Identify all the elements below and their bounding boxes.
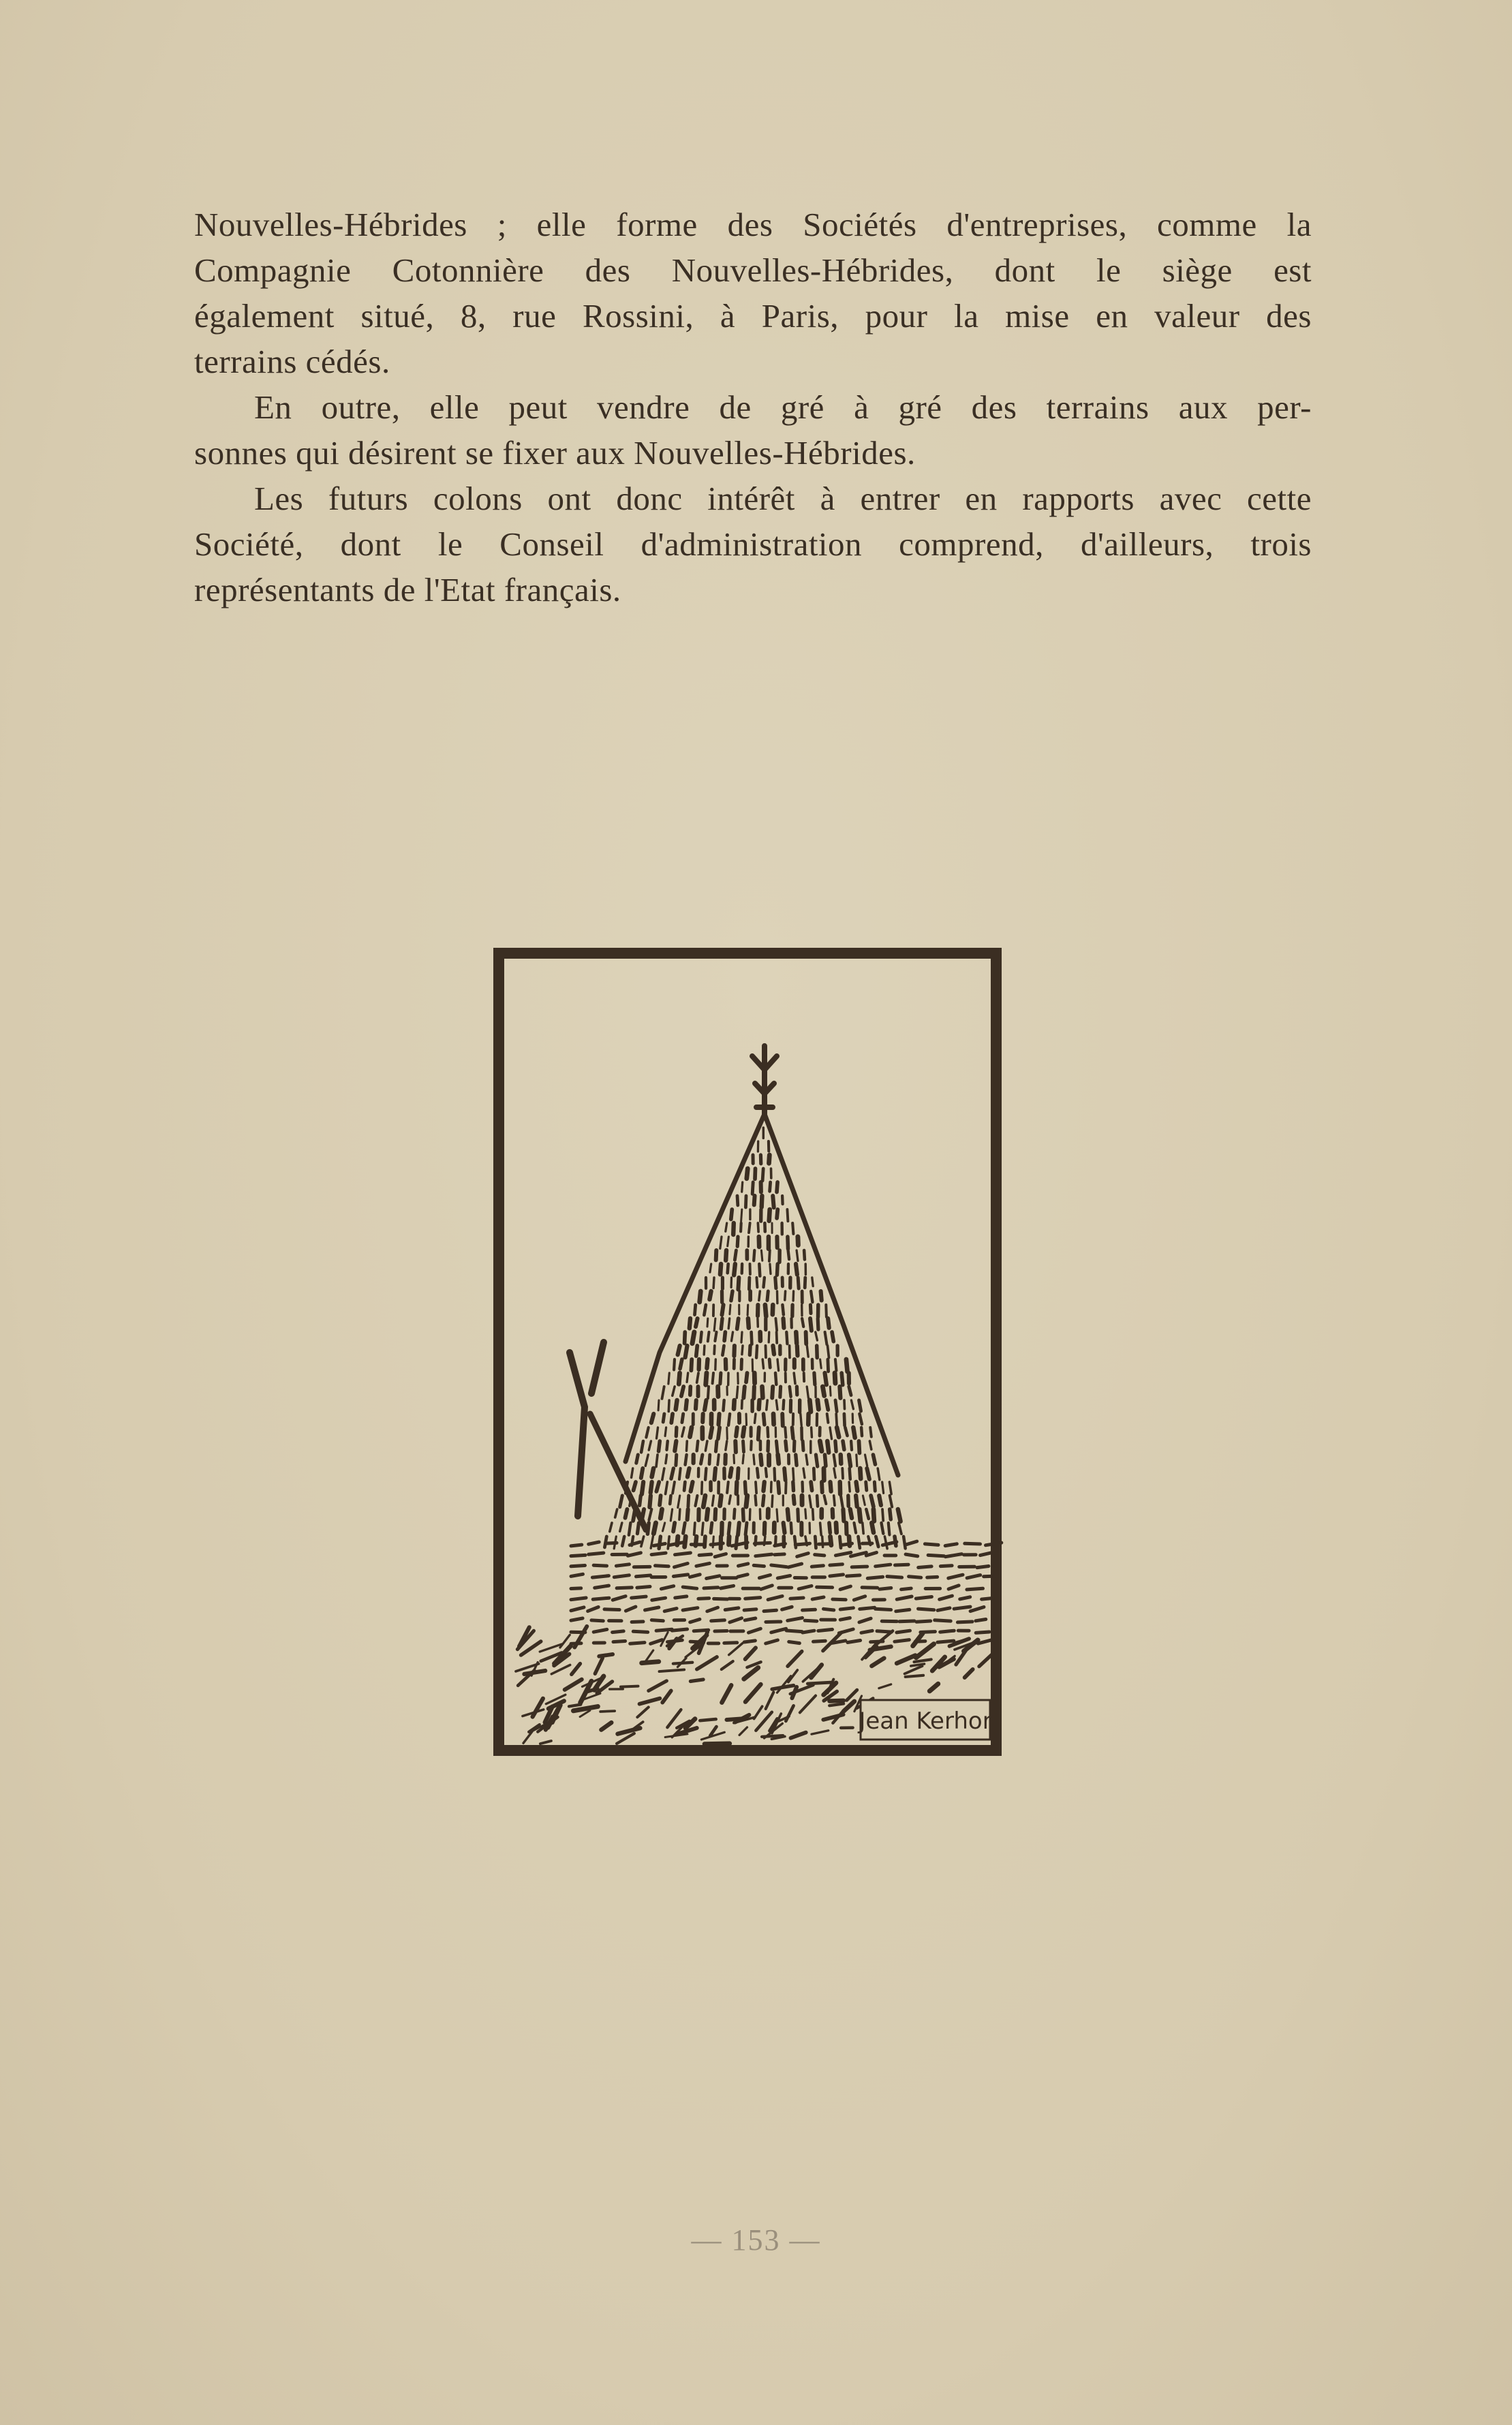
page-number: — 153 —: [691, 2223, 821, 2257]
text-line: terrains cédés.: [194, 343, 390, 380]
artist-signature: Jean Kerhor: [859, 1708, 992, 1735]
paragraph-2: [194, 384, 1312, 476]
text-line: sonnes qui désirent se fixer aux Nouvelles-Hébrides.: [194, 434, 916, 472]
paragraph-1: [194, 202, 1312, 384]
text-line: En outre, elle peut vendre de gré à gré des terrains aux per-: [254, 388, 1312, 426]
text-line: Nouvelles-Hébrides ; elle forme des Sociétés d'entreprises, comme la: [194, 206, 1312, 243]
text-line: Les futurs colons ont donc intérêt à entrer en rapports avec cette: [254, 480, 1312, 517]
text-line: représentants de l'Etat français.: [194, 571, 621, 608]
text-line: également situé, 8, rue Rossini, à Paris, pour la mise en valeur des: [194, 297, 1312, 335]
paragraph-3: [194, 476, 1312, 613]
body-text: [194, 202, 1312, 613]
hut-woodcut-image: [489, 944, 1007, 1761]
text-line: Société, dont le Conseil d'administration comprend, d'ailleurs, trois: [194, 525, 1312, 563]
text-line: Compagnie Cotonnière des Nouvelles-Hébrides, dont le siège est: [194, 251, 1312, 289]
woodcut-illustration: [489, 944, 1007, 1761]
